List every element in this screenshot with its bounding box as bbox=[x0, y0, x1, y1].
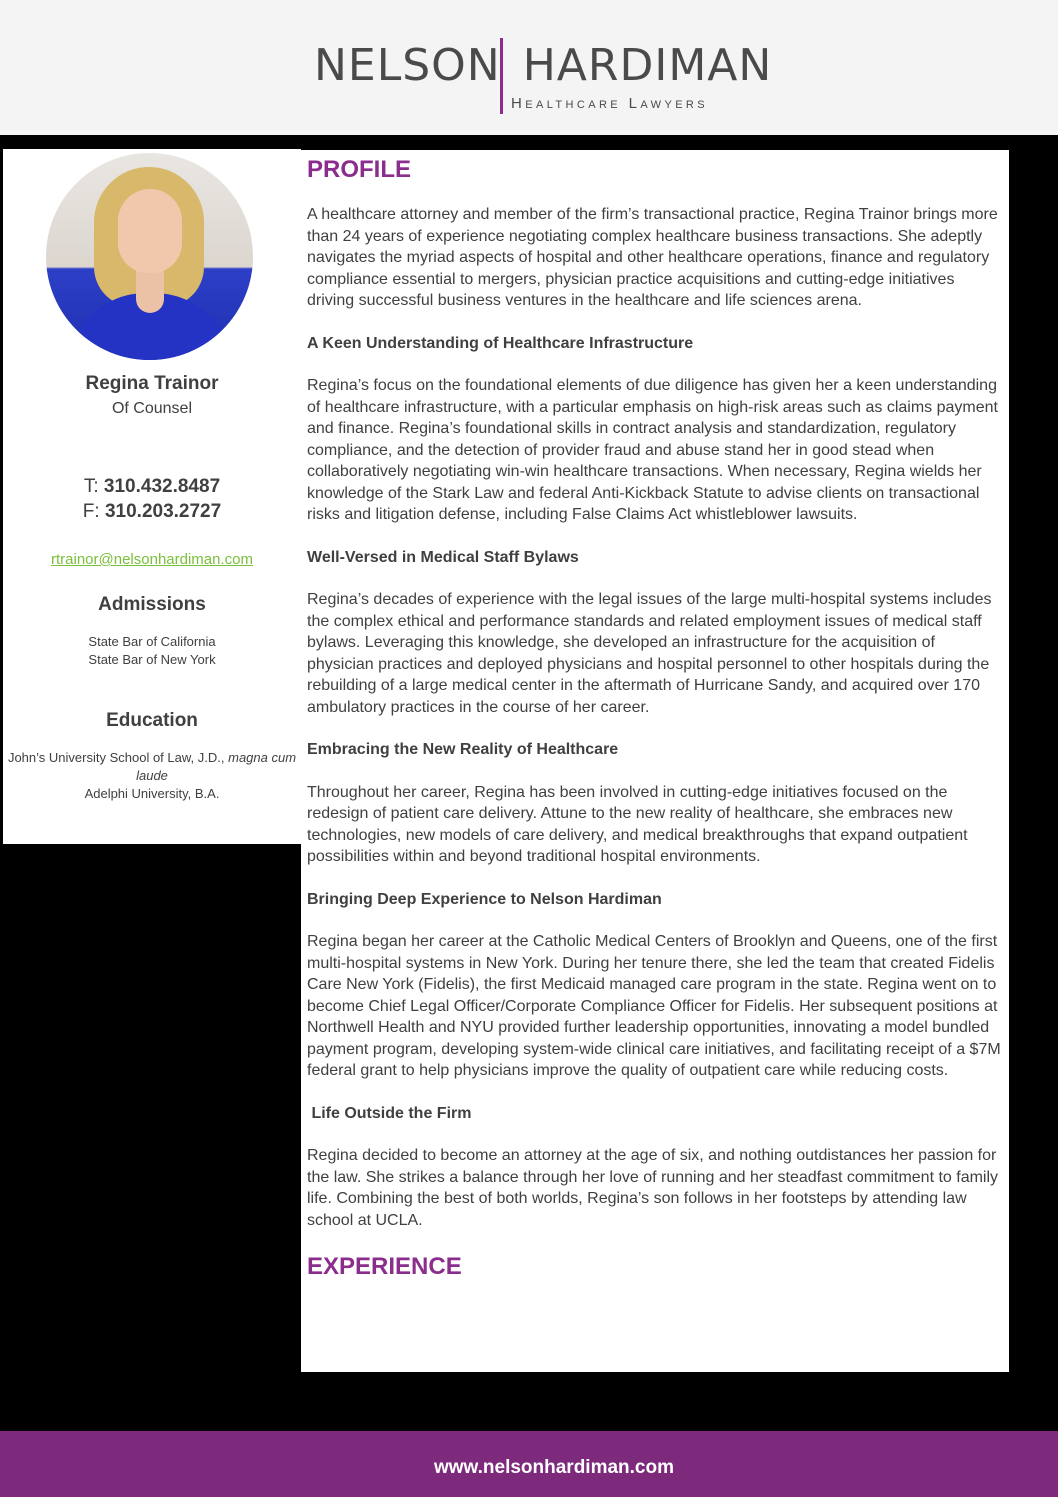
page-footer bbox=[0, 1431, 1058, 1497]
profile-sidebar bbox=[3, 149, 301, 844]
fax-number: 310.203.2727 bbox=[104, 501, 222, 522]
person-title: Of Counsel bbox=[111, 400, 193, 417]
logo-wordmark: NELSON HARDIMAN bbox=[314, 40, 773, 91]
section-body: Regina’s focus on the foundational elements of due diligence has given her a keen understanding of healthcare infrastructure, with a particular emphasis on high-risk areas such as claims payment and finance. Regina’s foundational skills in contract analysis and standardization, regulatory compliance, and the detection of provider fraud and abuse stand her in good stead when collaboratively negotiating win-win healthcare transactions. When necessary, Regina wields her knowledge of the Stark Law and federal Anti-Kickback Statute to advise clients on transactional risks and litigation defense, including False Claims Act whistleblower lawsuits. bbox=[307, 377, 998, 523]
website-link[interactable]: www.nelsonhardiman.com bbox=[433, 1457, 674, 1478]
profile-intro: A healthcare attorney and member of the firm’s transactional practice, Regina Trainor brings more than 24 years of experience negotiating complex healthcare business transactions. She adeptly navigates the myriad aspects of hospital and other healthcare operations, finance and regulatory compliance essential to mergers, physician practice acquisitions and cutting-edge initiatives driving successful business ventures in the healthcare and life sciences arena. bbox=[307, 206, 998, 309]
section-title: Well-Versed in Medical Staff Bylaws bbox=[307, 548, 579, 566]
section-body: Regina began her career at the Catholic Medical Centers of Brooklyn and Queens, one of the first multi-hospital systems in New York. During her tenure there, she led the team that created Fidelis Care New York (Fidelis), the first Medicaid managed care program in the state. Regina went on to become Chief Legal Officer/Corporate Compliance Officer for Fidelis. Her subsequent positions at Northwell Health and NYU provided further leadership opportunities, innovating a model bundled payment program, developing system-wide clinical care initiatives, and facilitating receipt of a $7M federal grant to help physicians improve the quality of outpatient care while reducing costs. bbox=[307, 933, 1001, 1079]
section-body: Regina’s decades of experience with the legal issues of the large multi-hospital systems includes the complex ethical and performance standards and related employment issues of medical staff bylaws. Leveraging this knowledge, she developed an infrastructure for the acquisition of physician practices and deployed physicians and hospital personnel to other hospitals during the rebuilding of a large medical center in the aftermath of Hurricane Sandy, and acquired over 170 ambulatory practices in the course of her career. bbox=[307, 591, 992, 716]
person-name: Regina Trainor bbox=[85, 373, 219, 394]
admissions-heading: Admissions bbox=[98, 594, 206, 615]
education-list bbox=[3, 749, 301, 803]
page-header bbox=[0, 0, 1058, 135]
phone-line: T: 310.432.8487 bbox=[83, 476, 221, 497]
fax-line: F: 310.203.2727 bbox=[82, 501, 222, 522]
experience-heading: EXPERIENCE bbox=[307, 1253, 462, 1280]
education-heading: Education bbox=[106, 710, 198, 731]
admission-item: State Bar of California bbox=[88, 634, 216, 649]
profile-heading: PROFILE bbox=[307, 156, 412, 183]
email-link[interactable]: rtrainor@nelsonhardiman.com bbox=[51, 551, 253, 568]
section-title: Life Outside the Firm bbox=[307, 1104, 472, 1122]
education-item: John’s University School of Law, J.D., magna cum laude bbox=[7, 750, 297, 783]
section-body: Throughout her career, Regina has been involved in cutting-edge initiatives focused on the redesign of patient care delivery. Attune to the new reality of healthcare, she embraces new technologies, new models of care delivery, and medical breakthroughs that expand outpatient possibilities within and beyond traditional hospital environments. bbox=[307, 783, 968, 865]
section-title: Bringing Deep Experience to Nelson Hardiman bbox=[307, 890, 662, 908]
section-body: Regina decided to become an attorney at the age of six, and nothing outdistances her passion for the law. She strikes a balance through her love of running and her steadfast commitment to family life. Combining the best of both worlds, Regina’s son follows in her footsteps by attending law school at UCLA. bbox=[307, 1147, 999, 1229]
phone-number[interactable]: 310.432.8487 bbox=[103, 476, 221, 497]
firm-logo[interactable] bbox=[314, 36, 773, 116]
main-content bbox=[301, 150, 1009, 1372]
logo-tagline: Healthcare Lawyers bbox=[511, 95, 709, 112]
avatar bbox=[46, 153, 253, 360]
education-item: Adelphi University, B.A. bbox=[84, 786, 220, 801]
section-title: Embracing the New Reality of Healthcare bbox=[307, 741, 619, 758]
admissions-list bbox=[3, 633, 301, 669]
section-title: A Keen Understanding of Healthcare Infrastructure bbox=[307, 334, 694, 352]
admission-item: State Bar of New York bbox=[88, 652, 216, 667]
